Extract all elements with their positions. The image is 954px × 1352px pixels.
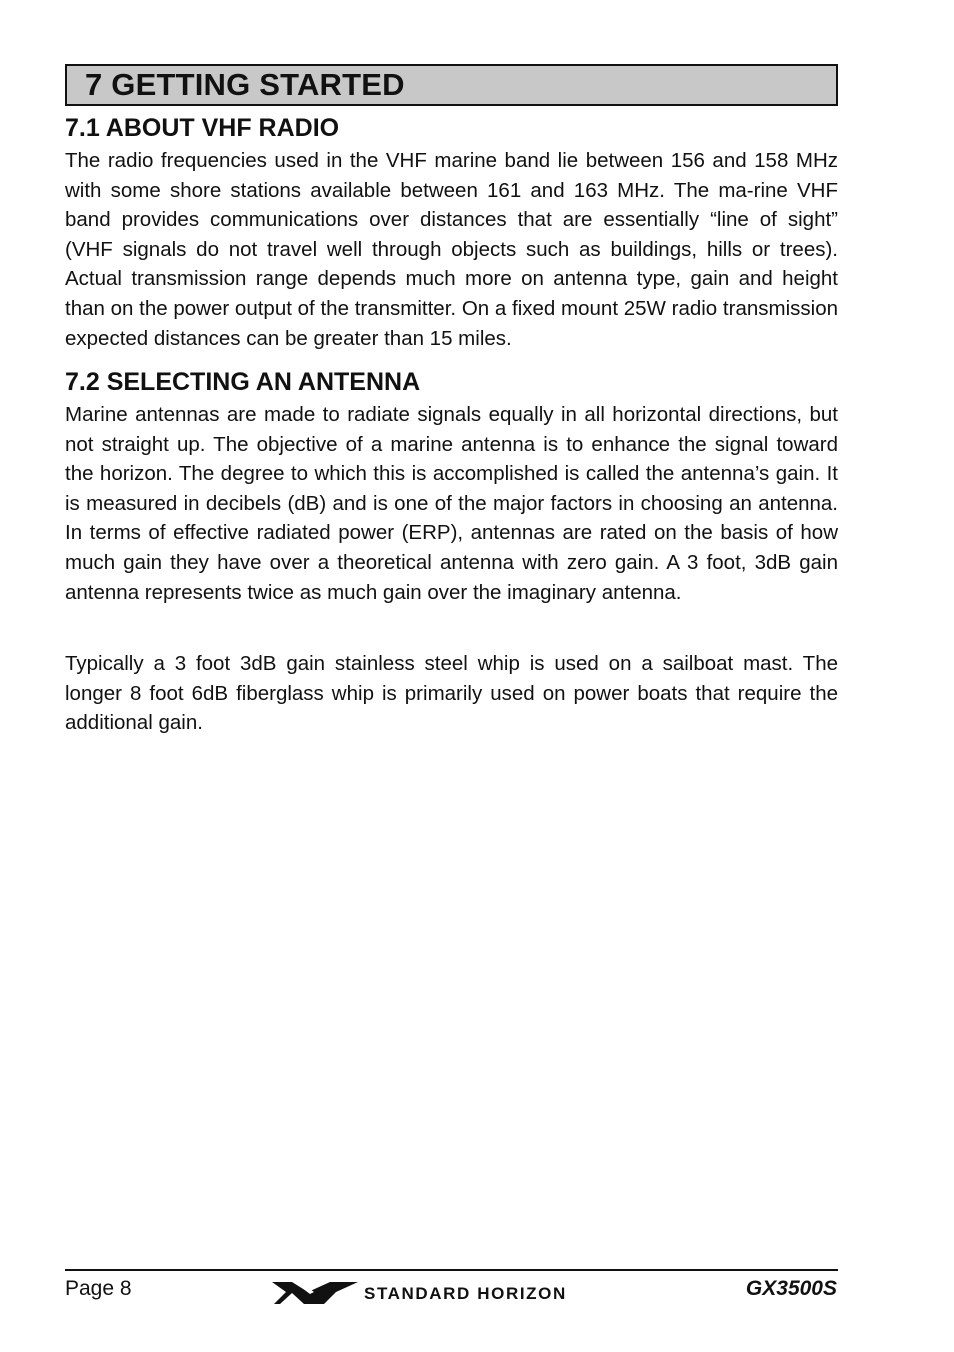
footer-divider [65,1269,838,1271]
paragraph-about-vhf-radio: The radio frequencies used in the VHF marine band lie between 156 and 158 MHz with some shore stations available between 161 and 163 MHz. The ma-rine VHF band provides communications over distances that are essentially “line of sight” (VHF signals do not travel well through objects such as buildings, hills or trees). Actual transmission range depends much more on antenna type, gain and height than on the power output of the transmitter. On a fixed mount 25W radio transmission expected distances can be greater than 15 miles. [65,149,838,350]
section-heading-about-vhf-radio: 7.1 ABOUT VHF RADIO [65,114,340,142]
paragraph-selecting-antenna-2: Typically a 3 foot 3dB gain stainless steel whip is used on a sailboat mast. The longer 8 foot 6dB fiberglass whip is primarily used on power boats that require the additional gain. [65,652,838,735]
paragraph-selecting-antenna-1: Marine antennas are made to radiate signals equally in all horizontal directions, but not straight up. The objective of a marine antenna is to enhance the signal toward the horizon. The degree to which this is accomplished is called the antenna’s gain. It is measured in decibels (dB) and is one of the major factors in choosing an antenna. In terms of effective radiated power (ERP), antennas are rated on the basis of how much gain they have over a theoretical antenna with zero gain. A 3 foot, 3dB gain antenna represents twice as much gain over the imaginary antenna. [65,403,838,604]
chapter-title: 7 GETTING STARTED [85,67,405,102]
model-name: GX3500S [745,1277,837,1300]
chapter-title-bar [65,64,838,106]
brand-name: STANDARD HORIZON [364,1284,567,1303]
standard-horizon-logo-icon [270,1279,360,1307]
brand-logo [270,1279,640,1307]
section-heading-selecting-antenna: 7.2 SELECTING AN ANTENNA [65,368,421,396]
page-number: Page 8 [65,1277,132,1300]
